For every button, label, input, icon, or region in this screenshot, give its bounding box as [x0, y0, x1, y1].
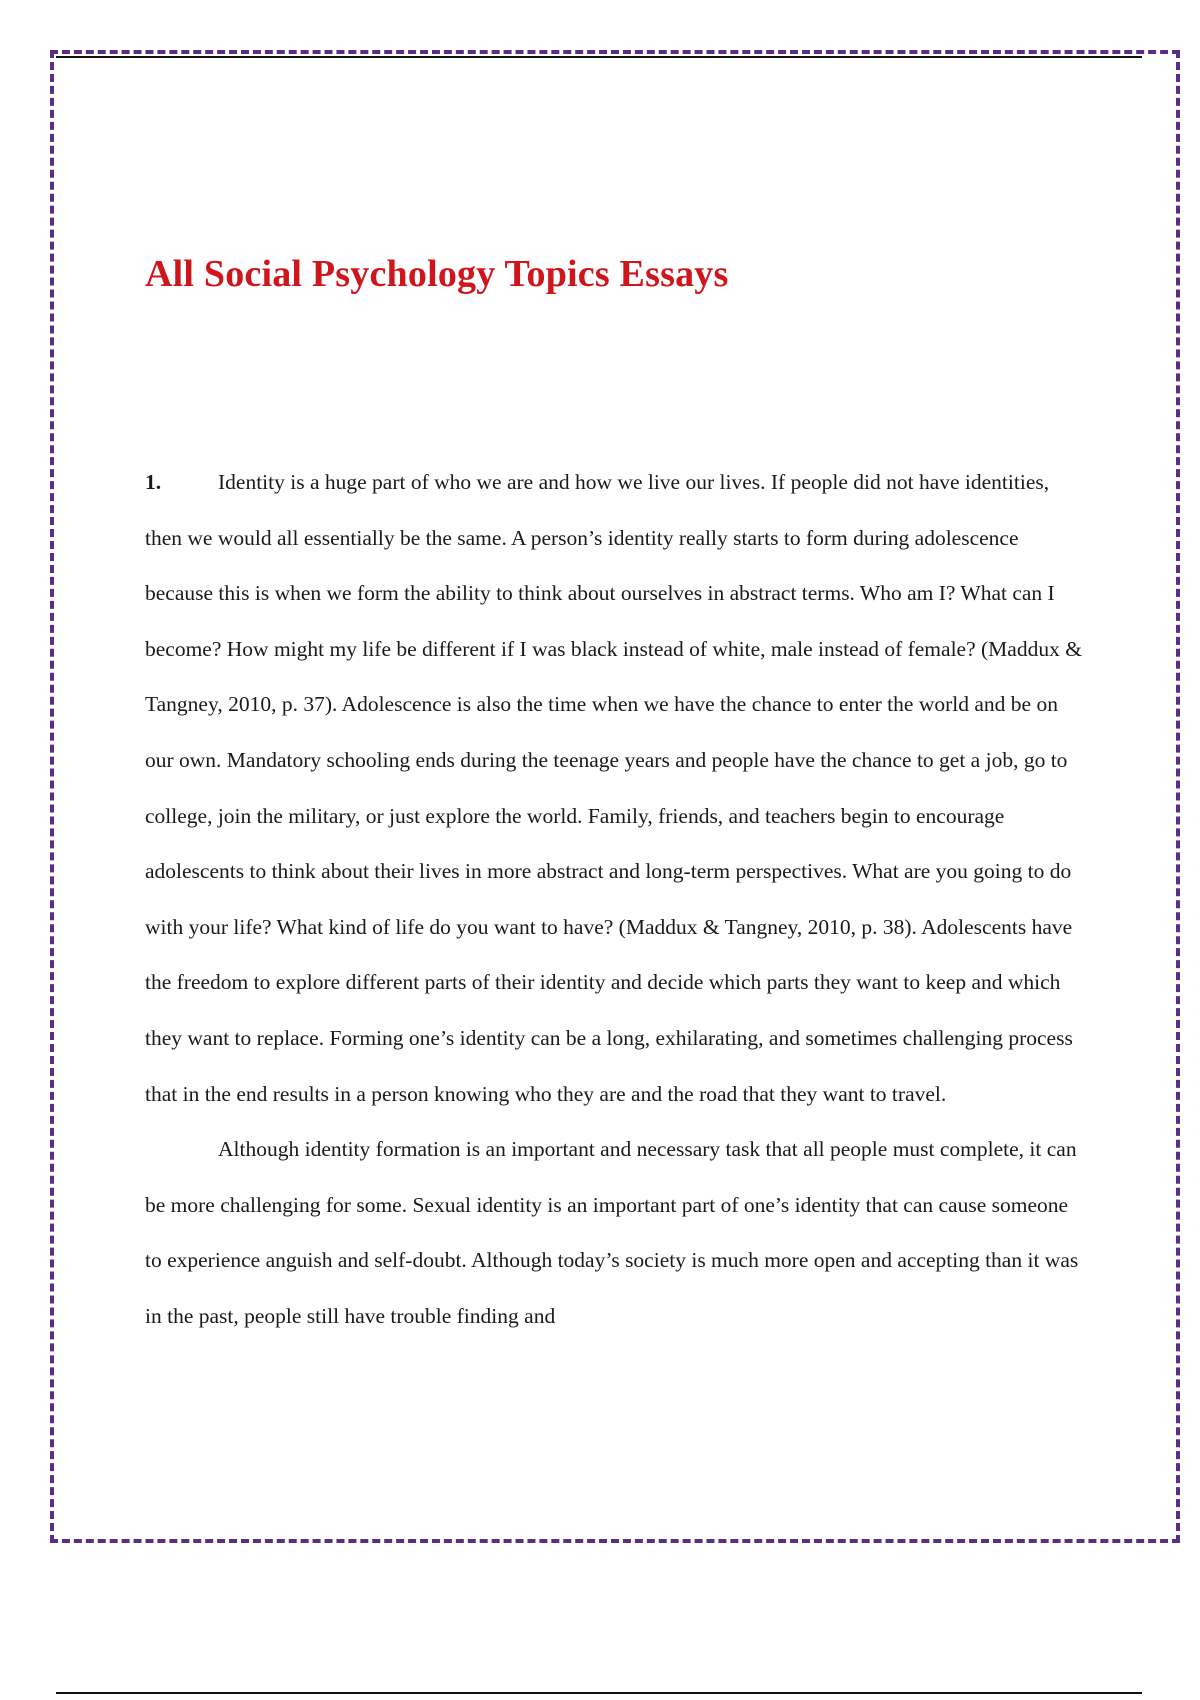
paragraph-1 — [145, 455, 1085, 1122]
top-rule — [56, 56, 1142, 58]
paragraph-2-text: Although identity formation is an important and necessary task that all people must complete, it can be more challenging for some. Sexual identity is an important part of one’s identity that can cause someone to experience anguish and self-doubt. Although today’s society is much more open and accepting than it was in the past, people still have trouble finding and — [145, 1137, 1079, 1328]
paragraph-2 — [145, 1122, 1085, 1344]
bottom-rule — [56, 1692, 1142, 1694]
section-number: 1. — [145, 470, 162, 494]
document-title: All Social Psychology Topics Essays — [145, 253, 729, 295]
document-body — [145, 455, 1085, 1345]
paragraph-1-text: Identity is a huge part of who we are and how we live our lives. If people did not have identities, then we would all essentially be the same. A person’s identity really starts to form during adolescence because this is when we form the ability to think about ourselves in abstract terms. Who am I? What can I become? How might my life be different if I was black instead of white, male instead of female? (Maddux & Tangney, 2010, p. 37). Adolescence is also the time when we have the chance to enter the world and be on our own. Mandatory schooling ends during the teenage years and people have the chance to get a job, go to college, join the military, or just explore the world. Family, friends, and teachers begin to encourage adolescents to think about their lives in more abstract and long-term perspectives. What are you going to do with your life? What kind of life do you want to have? (Maddux & Tangney, 2010, p. 38). Adolescents have the freedom to explore different parts of their identity and decide which parts they want to keep and which they want to replace. Forming one’s identity can be a long, exhilarating, and sometimes challenging process that in the end results in a person knowing who they are and the road that they want to travel. — [145, 470, 1082, 1106]
